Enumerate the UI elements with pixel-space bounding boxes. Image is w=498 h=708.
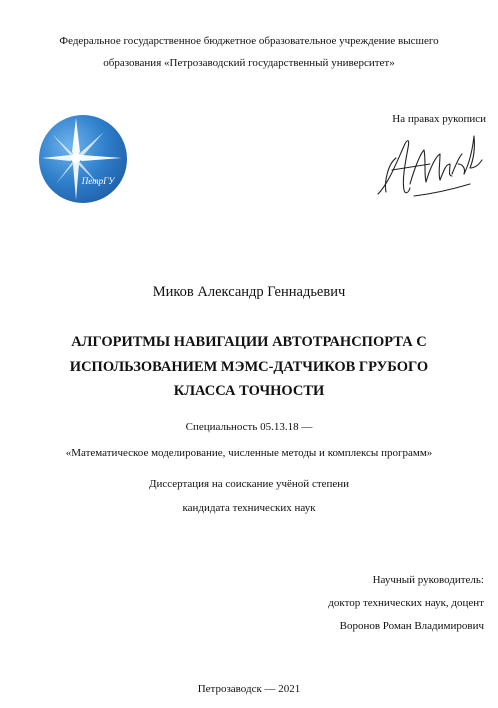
logo-text: ПетрГУ — [81, 176, 115, 186]
signature — [374, 124, 486, 202]
manuscript-note: На правах рукописи — [392, 113, 486, 125]
specialty-block — [0, 414, 498, 466]
supervisor-block — [328, 569, 484, 638]
dissertation-title — [0, 330, 498, 404]
degree-block — [0, 472, 498, 520]
specialty-code: Специальность 05.13.18 — — [185, 421, 313, 433]
university-logo — [38, 114, 128, 204]
title-line-3: КЛАССА ТОЧНОСТИ — [173, 383, 325, 399]
supervisor-name: Воронов Роман Владимирович — [339, 620, 484, 632]
signature-icon — [374, 124, 486, 202]
supervisor-degree: доктор технических наук, доцент — [328, 597, 484, 609]
logo-icon — [38, 114, 128, 204]
header-line-1: Федеральное государственное бюджетное образовательное учреждение высшего — [59, 35, 439, 47]
city-year: Петрозаводск — 2021 — [197, 683, 301, 695]
specialty-name: «Математическое моделирование, численные методы и комплексы программ» — [65, 447, 433, 459]
author-name: Миков Александр Геннадьевич — [152, 284, 346, 300]
title-line-1: АЛГОРИТМЫ НАВИГАЦИИ АВТОТРАНСПОРТА С — [71, 334, 427, 350]
degree-line-2: кандидата технических наук — [182, 502, 316, 514]
supervisor-label: Научный руководитель: — [372, 574, 484, 586]
university-header — [0, 30, 498, 74]
header-line-2: образования «Петрозаводский государственный университет» — [103, 57, 395, 69]
degree-line-1: Диссертация на соискание учёной степени — [148, 478, 350, 490]
title-line-2: ИСПОЛЬЗОВАНИЕМ МЭМС-ДАТЧИКОВ ГРУБОГО — [69, 358, 429, 375]
